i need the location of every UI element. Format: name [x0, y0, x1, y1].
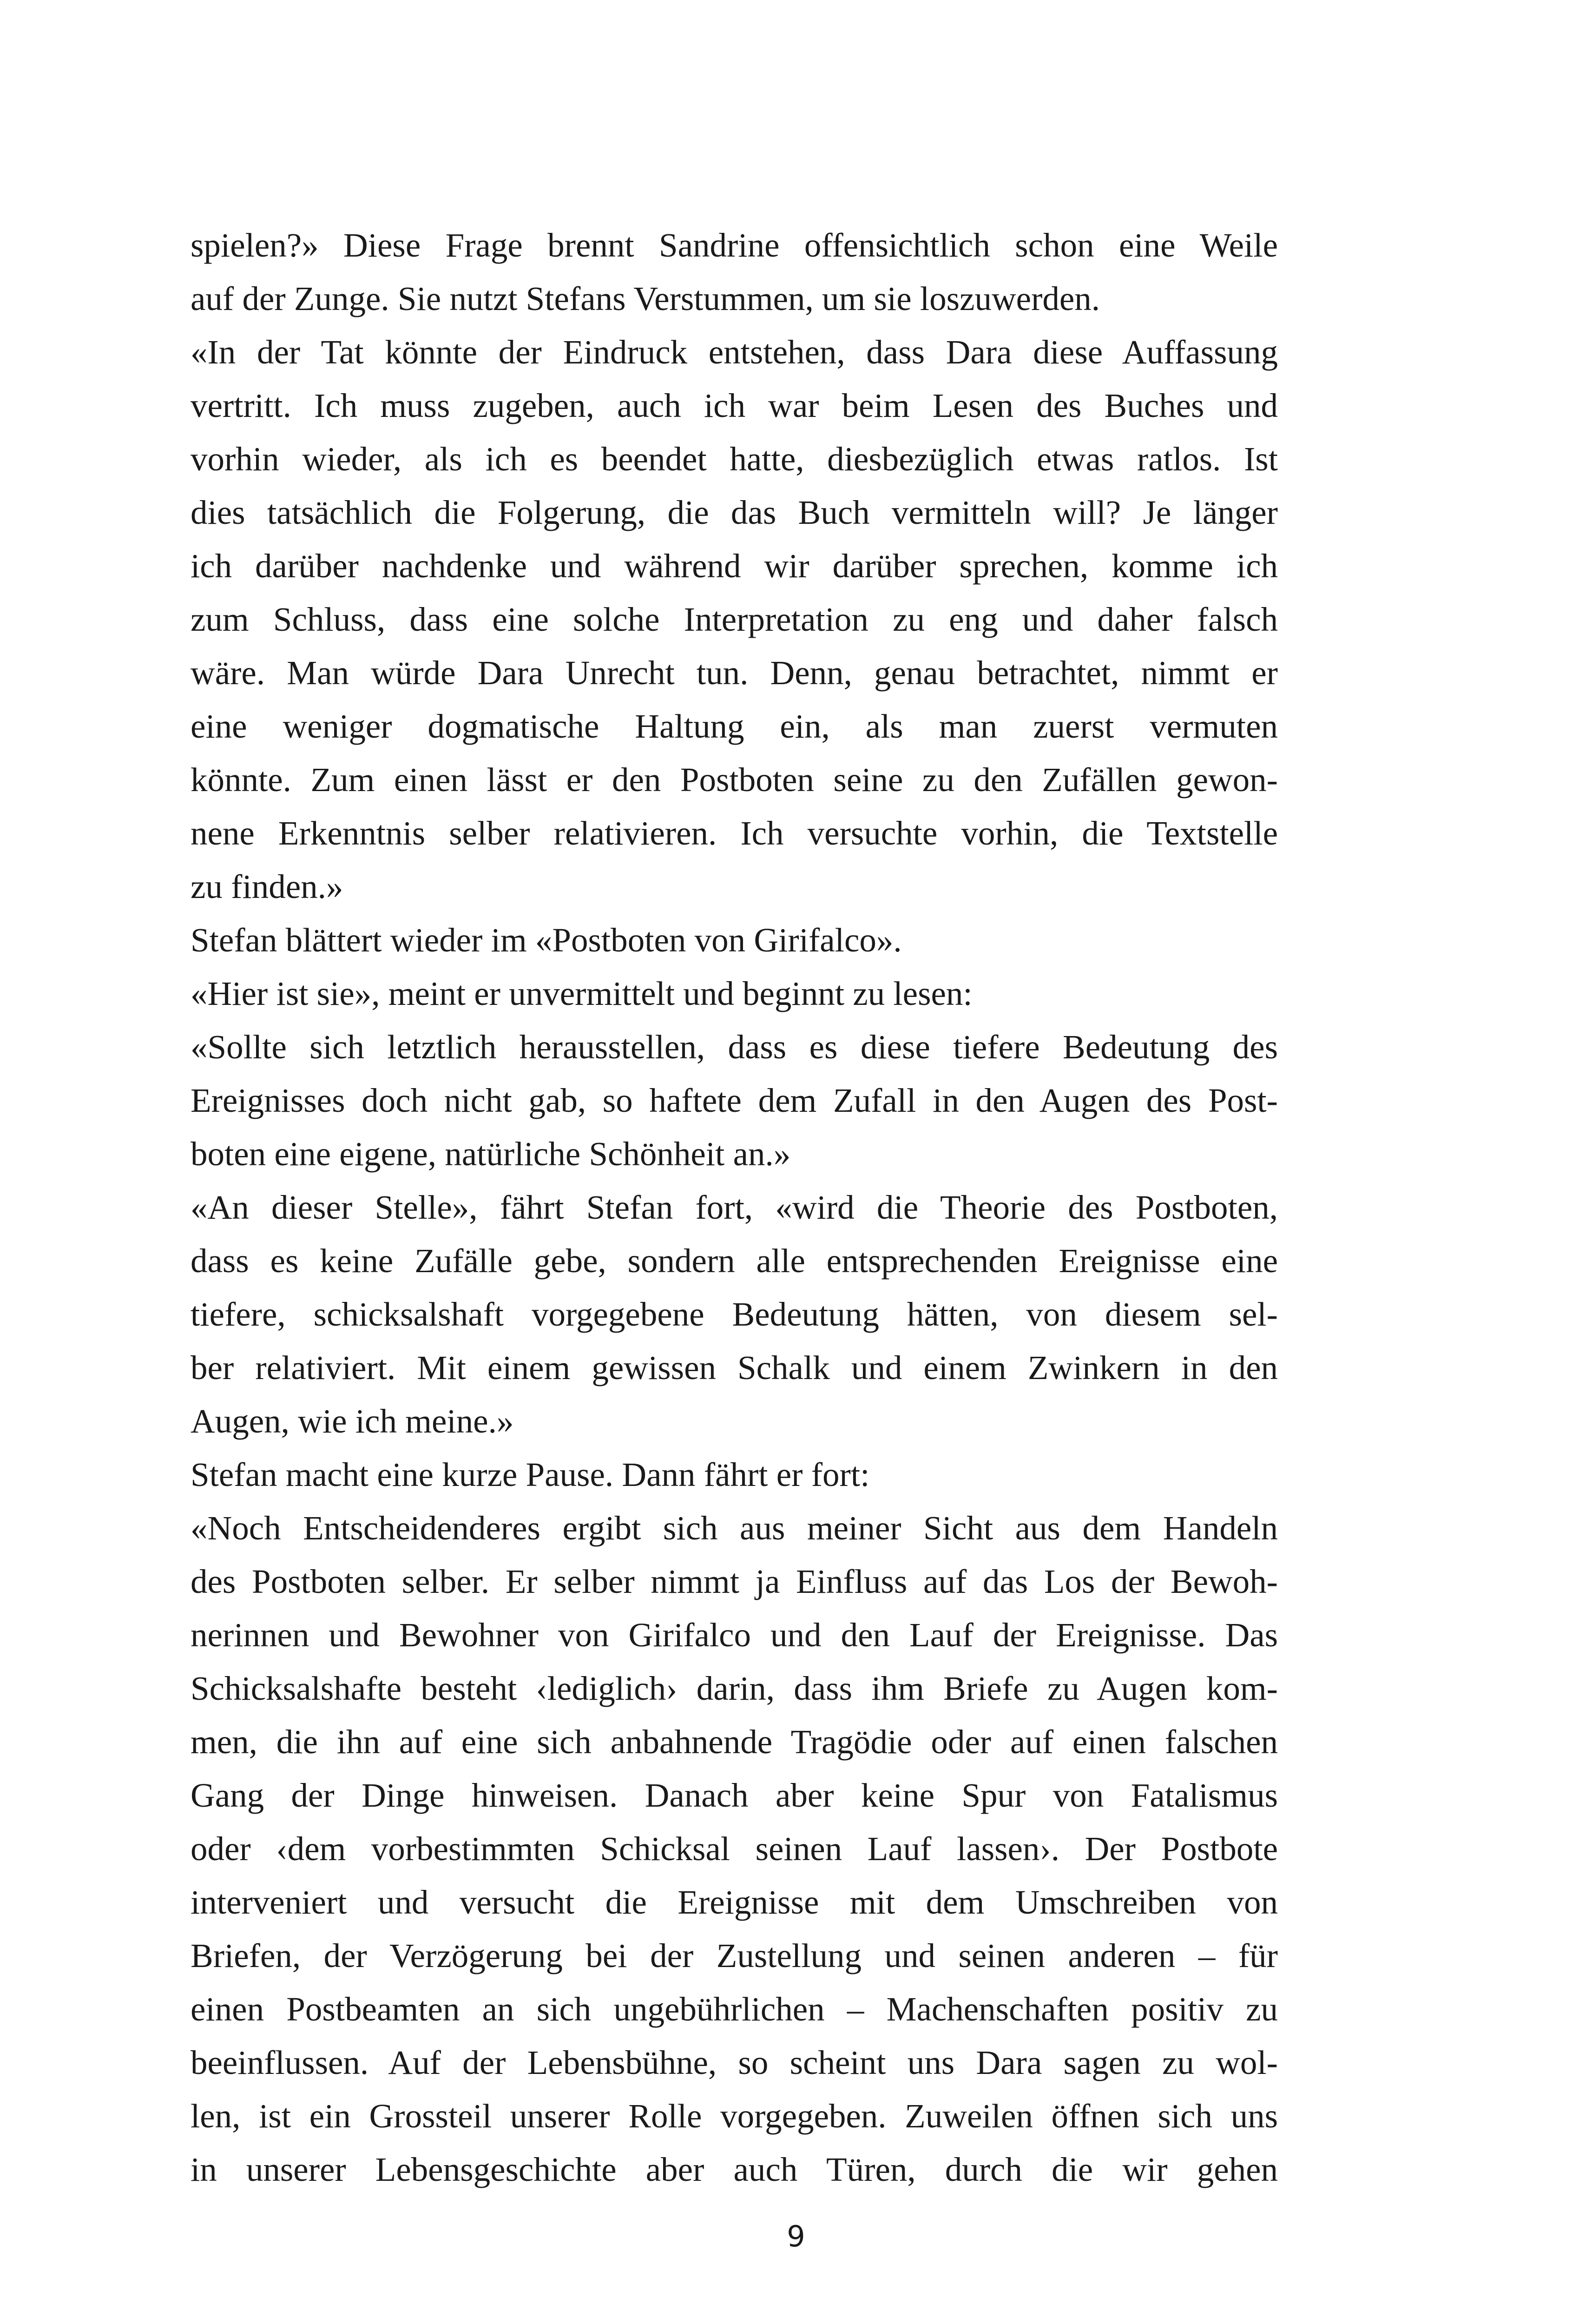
text-line: in unserer Lebensgeschichte aber auch Türen, durch die wir gehen: [191, 2151, 1278, 2188]
text-line: nerinnen und Bewohner von Girifalco und den Lauf der Ereignisse. Das: [191, 1616, 1278, 1654]
text-line: boten eine eigene, natürliche Schönheit an.»: [191, 1135, 791, 1173]
text-line: Ereignisses doch nicht gab, so haftete dem Zufall in den Augen des Post-: [191, 1082, 1278, 1119]
text-line: dies tatsächlich die Folgerung, die das Buch vermitteln will? Je länger: [191, 494, 1278, 531]
text-line: «Sollte sich letztlich herausstellen, dass es diese tiefere Bedeutung des: [191, 1028, 1278, 1066]
text-line: Augen, wie ich meine.»: [191, 1402, 514, 1440]
text-line: zu finden.»: [191, 868, 343, 905]
text-line: zum Schluss, dass eine solche Interpretation zu eng und daher falsch: [191, 601, 1278, 638]
page-number: 9: [787, 2219, 805, 2253]
text-line: Gang der Dinge hinweisen. Danach aber keine Spur von Fatalismus: [191, 1776, 1278, 1814]
text-line: beeinflussen. Auf der Lebensbühne, so scheint uns Dara sagen zu wol-: [191, 2044, 1278, 2081]
text-line: «Noch Entscheidenderes ergibt sich aus meiner Sicht aus dem Handeln: [191, 1509, 1278, 1547]
text-line: tiefere, schicksalshaft vorgegebene Bedeutung hätten, von diesem sel-: [191, 1295, 1278, 1333]
text-line: auf der Zunge. Sie nutzt Stefans Verstummen, um sie loszuwerden.: [191, 280, 1100, 317]
text-line: nene Erkenntnis selber relativieren. Ich versuchte vorhin, die Textstelle: [191, 814, 1278, 852]
text-line: dass es keine Zufälle gebe, sondern alle entsprechenden Ereignisse eine: [191, 1242, 1278, 1280]
body-text: [191, 218, 1278, 2196]
text-line: eine weniger dogmatische Haltung ein, als man zuerst vermuten: [191, 707, 1278, 745]
text-line: wäre. Man würde Dara Unrecht tun. Denn, genau betrachtet, nimmt er: [191, 654, 1278, 692]
text-line: spielen?» Diese Frage brennt Sandrine offensichtlich schon eine Weile: [191, 226, 1278, 264]
text-line: Stefan blättert wieder im «Postboten von Girifalco».: [191, 921, 902, 959]
text-line: len, ist ein Grossteil unserer Rolle vorgegeben. Zuweilen öffnen sich uns: [191, 2097, 1278, 2135]
text-line: «In der Tat könnte der Eindruck entstehen, dass Dara diese Auffassung: [191, 333, 1278, 371]
text-line: vorhin wieder, als ich es beendet hatte, diesbezüglich etwas ratlos. Ist: [191, 440, 1278, 478]
text-line: könnte. Zum einen lässt er den Postboten seine zu den Zufällen gewon-: [191, 761, 1278, 799]
text-line: oder ‹dem vorbestimmten Schicksal seinen Lauf lassen›. Der Postbote: [191, 1830, 1278, 1868]
text-line: men, die ihn auf eine sich anbahnende Tragödie oder auf einen falschen: [191, 1723, 1278, 1761]
text-line: Schicksalshafte besteht ‹lediglich› darin, dass ihm Briefe zu Augen kom-: [191, 1670, 1278, 1707]
text-line: interveniert und versucht die Ereignisse mit dem Umschreiben von: [191, 1883, 1278, 1921]
text-line: «An dieser Stelle», fährt Stefan fort, «wird die Theorie des Postboten,: [191, 1188, 1278, 1226]
text-line: ich darüber nachdenke und während wir darüber sprechen, komme ich: [191, 547, 1278, 585]
text-line: Stefan macht eine kurze Pause. Dann fährt er fort:: [191, 1456, 870, 1493]
text-line: des Postboten selber. Er selber nimmt ja Einfluss auf das Los der Bewoh-: [191, 1563, 1278, 1600]
text-line: Briefen, der Verzögerung bei der Zustellung und seinen anderen – für: [191, 1937, 1278, 1974]
text-line: «Hier ist sie», meint er unvermittelt und beginnt zu lesen:: [191, 975, 973, 1012]
text-line: vertritt. Ich muss zugeben, auch ich war beim Lesen des Buches und: [191, 387, 1278, 424]
text-line: ber relativiert. Mit einem gewissen Schalk und einem Zwinkern in den: [191, 1349, 1278, 1386]
text-line: einen Postbeamten an sich ungebührlichen – Machenschaften positiv zu: [191, 1990, 1278, 2028]
